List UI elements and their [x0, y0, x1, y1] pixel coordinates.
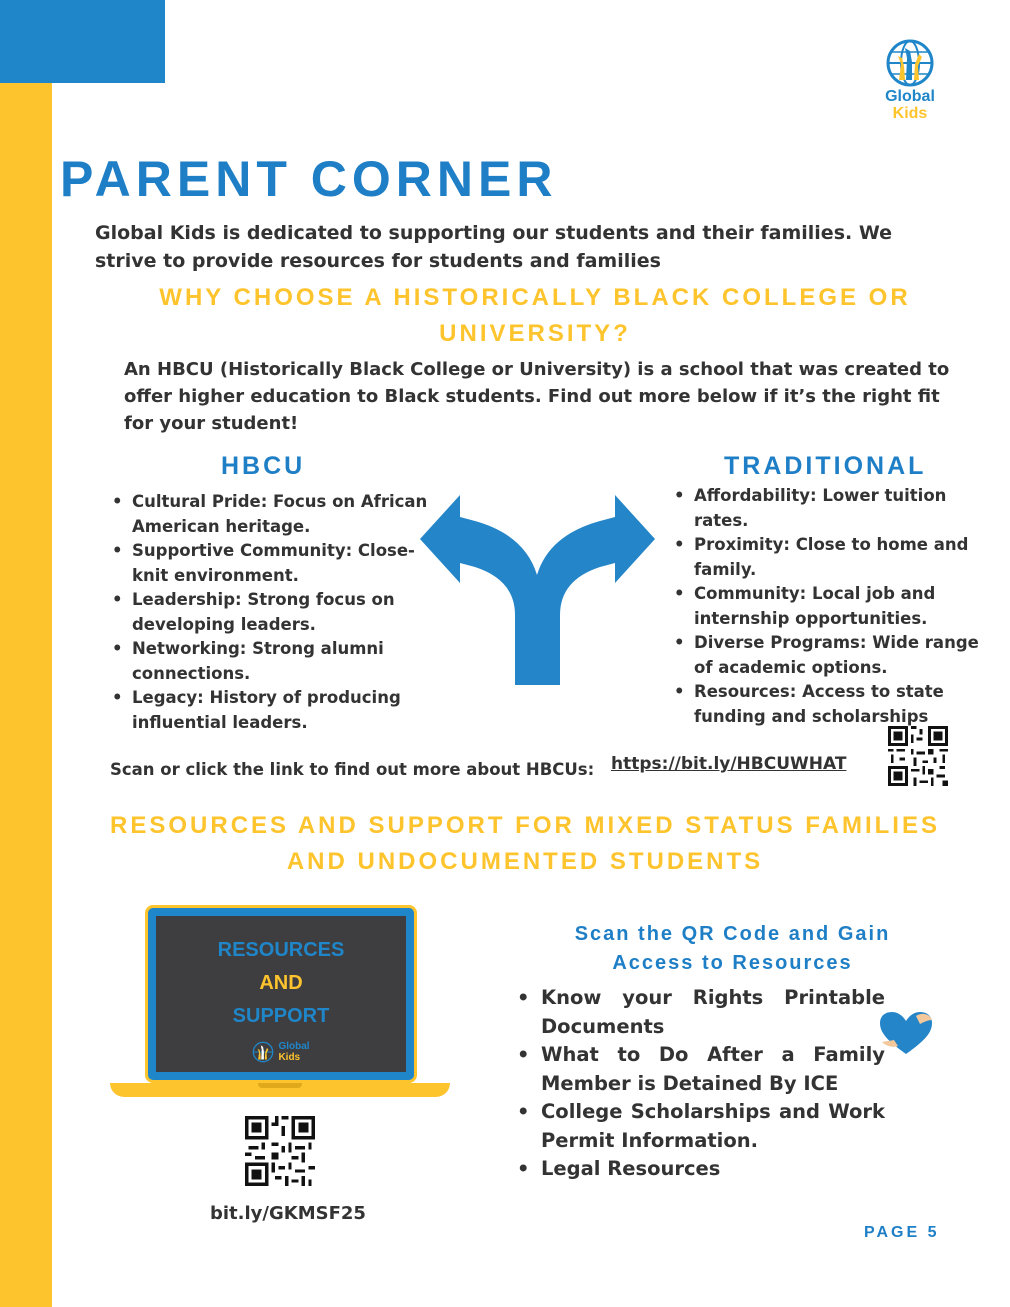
hbcu-section-heading: WHY CHOOSE A HISTORICALLY BLACK COLLEGE OR UNIVERSITY? — [159, 284, 911, 347]
resources-subheading: Scan the QR Code and Gain Access to Resources — [574, 923, 891, 974]
traditional-benefits-list — [670, 484, 1000, 729]
list-item: • What to Do After a Family Member is Detained By ICE — [515, 1041, 885, 1098]
hbcu-qr-code[interactable] — [888, 726, 948, 786]
list-item: • Affordability: Lower tuition rates. — [670, 484, 1000, 533]
laptop-logo-global: Global — [278, 1041, 310, 1052]
hbcu-scan-label: Scan or click the link to find out more about HBCUs: — [110, 760, 595, 779]
resources-list — [515, 984, 885, 1184]
list-item: • Supportive Community: Close-knit environment. — [108, 539, 428, 588]
list-item: • Legacy: History of producing influential leaders. — [108, 686, 428, 735]
page-title: PARENT CORNER — [60, 151, 558, 207]
logo-text-kids: Kids — [892, 105, 928, 122]
globe-hands-icon — [885, 38, 935, 88]
hbcu-link[interactable]: https://bit.ly/HBCUWHAT — [611, 754, 847, 774]
hbcu-description: An HBCU (Historically Black College or University) is a school that was created to offer higher education to Black students. Find out more below if it’s the right fit for your student! — [124, 359, 950, 434]
laptop-illustration — [110, 905, 450, 1100]
resources-qr-code[interactable] — [245, 1116, 315, 1186]
laptop-text-and: AND — [259, 972, 303, 994]
page-number: PAGE 5 — [864, 1224, 940, 1241]
laptop-notch — [258, 1083, 302, 1088]
resources-short-link[interactable]: bit.ly/GKMSF25 — [210, 1203, 366, 1224]
list-item: • Resources: Access to state funding and scholarships — [670, 680, 1000, 729]
split-arrow-icon — [420, 495, 655, 685]
list-item: • Community: Local job and internship opportunities. — [670, 582, 1000, 631]
list-item: • Cultural Pride: Focus on African American heritage. — [108, 490, 428, 539]
hbcu-column-title: HBCU — [221, 452, 306, 480]
laptop-logo-kids: Kids — [278, 1052, 301, 1063]
traditional-column-title: TRADITIONAL — [724, 452, 927, 480]
list-item: • Leadership: Strong focus on developing leaders. — [108, 588, 428, 637]
logo-text-global: Global — [885, 88, 935, 105]
list-item: • Know your Rights Printable Documents — [515, 984, 885, 1041]
laptop-screen-content — [156, 916, 406, 1072]
top-corner-block — [0, 0, 165, 83]
list-item: • Networking: Strong alumni connections. — [108, 637, 428, 686]
laptop-text-support: SUPPORT — [232, 1005, 330, 1027]
list-item: • College Scholarships and Work Permit Information. — [515, 1098, 885, 1155]
list-item: • Diverse Programs: Wide range of academic options. — [670, 631, 1000, 680]
left-accent-bar — [0, 0, 52, 1307]
list-item: • Legal Resources — [515, 1155, 885, 1184]
laptop-text-resources: RESOURCES — [217, 939, 345, 961]
globe-hands-icon — [252, 1041, 274, 1063]
intro-paragraph: Global Kids is dedicated to supporting our students and their families. We strive to provide resources for students and families — [95, 222, 892, 272]
laptop-screen — [145, 905, 417, 1083]
list-item: • Proximity: Close to home and family. — [670, 533, 1000, 582]
hbcu-benefits-list — [108, 490, 428, 735]
laptop-logo — [252, 1041, 309, 1063]
global-kids-logo — [872, 38, 948, 122]
heart-hands-icon — [876, 1008, 936, 1058]
resources-section-heading: RESOURCES AND SUPPORT FOR MIXED STATUS FAMILIES AND UNDOCUMENTED STUDENTS — [110, 812, 940, 875]
